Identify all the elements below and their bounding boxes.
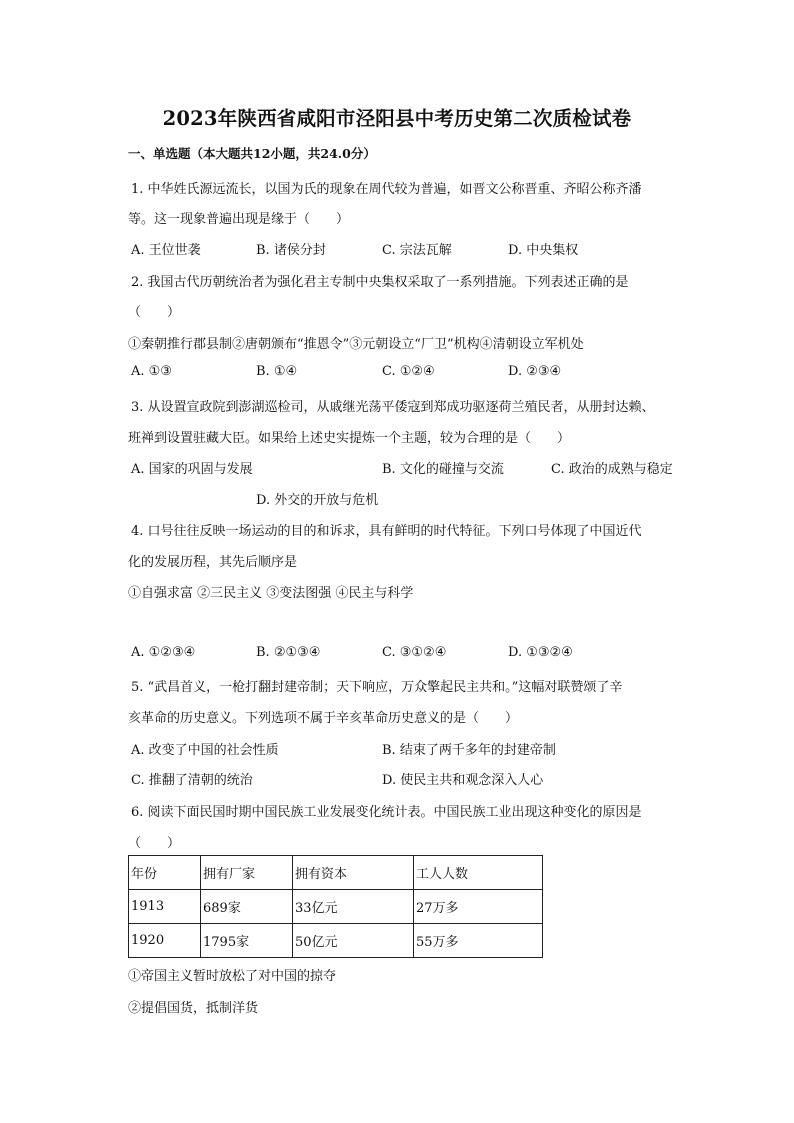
question-2-option-b: B. ①④ [256,364,298,379]
question-4-line-1: 4. 口号往往反映一场运动的目的和诉求，具有鲜明的时代特征。下列口号体现了中国近代 [131,524,642,539]
table-cell: 27万多 [414,890,543,924]
question-4-line-2: 化的发展历程，其先后顺序是 [128,555,298,570]
table-header-cell: 拥有厂家 [201,856,293,890]
question-5-line-1: 5. “武昌首义，一枪打翻封建帝制；天下响应，万众擎起民主共和。”这幅对联赞颂了辛 [131,680,623,695]
question-2-option-c: C. ①②④ [382,364,435,379]
question-1-option-a: A. 王位世袭 [131,243,201,258]
table-row [129,924,543,958]
question-4-option-d: D. ①③②④ [508,645,573,660]
question-1-option-d: D. 中央集权 [508,243,579,258]
question-5-line-2: 亥革命的历史意义。下列选项不属于辛亥革命历史意义的是（ ） [128,711,519,726]
question-5-option-a: A. 改变了中国的社会性质 [131,743,279,758]
table-header-cell: 年份 [129,856,201,890]
table-cell: 1913 [129,890,201,924]
table-cell: 33亿元 [293,890,414,924]
question-6-item-1: ①帝国主义暂时放松了对中国的掠夺 [128,969,337,984]
table-cell: 1795家 [201,924,293,958]
table-header-cell: 工人人数 [414,856,543,890]
table-header-cell: 拥有资本 [293,856,414,890]
question-2-option-d: D. ②③④ [508,364,562,379]
question-3-line-1: 3. 从设置宣政院到澎湖巡检司，从戚继光荡平倭寇到郑成功驱逐荷兰殖民者，从册封达赖、 [131,400,655,415]
question-5-option-b: B. 结束了两千多年的封建帝制 [382,743,556,758]
question-1-option-b: B. 诸侯分封 [256,243,326,258]
question-4-slogans: ①自强求富 ②三民主义 ③变法图强 ④民主与科学 [128,586,414,601]
question-3-option-d: D. 外交的开放与危机 [256,493,379,508]
question-4-option-c: C. ③①②④ [382,645,447,660]
page-title: 2023年陕西省咸阳市泾阳县中考历史第二次质检试卷 [162,107,632,130]
question-6-line-1: 6. 阅读下面民国时期中国民族工业发展变化统计表。中国民族工业出现这种变化的原因是 [131,805,642,820]
question-5-option-c: C. 推翻了清朝的统治 [131,773,253,788]
question-5-option-d: D. 使民主共和观念深入人心 [382,773,544,788]
question-2-statements: ①秦朝推行郡县制②唐朝颁布“推恩令”③元朝设立“厂卫”机构④清朝设立军机处 [128,337,584,352]
question-4-option-a: A. ①②③④ [131,645,196,660]
table-row [129,890,543,924]
question-1-line-1: 1. 中华姓氏源远流长，以国为氏的现象在周代较为普遍，如晋文公称晋重、齐昭公称齐潘 [131,182,642,197]
industry-statistics-table [128,855,543,958]
table-cell: 50亿元 [293,924,414,958]
question-3-option-c: C. 政治的成熟与稳定 [551,462,673,477]
question-2-option-a: A. ①③ [131,364,172,379]
table-cell: 55万多 [414,924,543,958]
question-4-option-b: B. ②①③④ [256,645,321,660]
question-6-line-2: （ ） [128,836,181,851]
section-heading: 一、单选题（本大题共12小题，共24.0分） [128,146,376,161]
table-cell: 1920 [129,924,201,958]
question-6-item-2: ②提倡国货，抵制洋货 [128,1001,259,1016]
question-2-line-2: （ ） [128,305,181,320]
question-3-option-a: A. 国家的巩固与发展 [131,462,253,477]
table-cell: 689家 [201,890,293,924]
question-1-option-c: C. 宗法瓦解 [382,243,452,258]
table-header-row [129,856,543,890]
question-3-line-2: 班禅到设置驻藏大臣。如果给上述史实提炼一个主题，较为合理的是（ ） [128,431,571,446]
question-1-line-2: 等。这一现象普遍出现是缘于（ ） [128,212,350,227]
question-2-line-1: 2. 我国古代历朝统治者为强化君主专制中央集权采取了一系列措施。下列表述正确的是 [131,275,629,290]
question-3-option-b: B. 文化的碰撞与交流 [382,462,504,477]
